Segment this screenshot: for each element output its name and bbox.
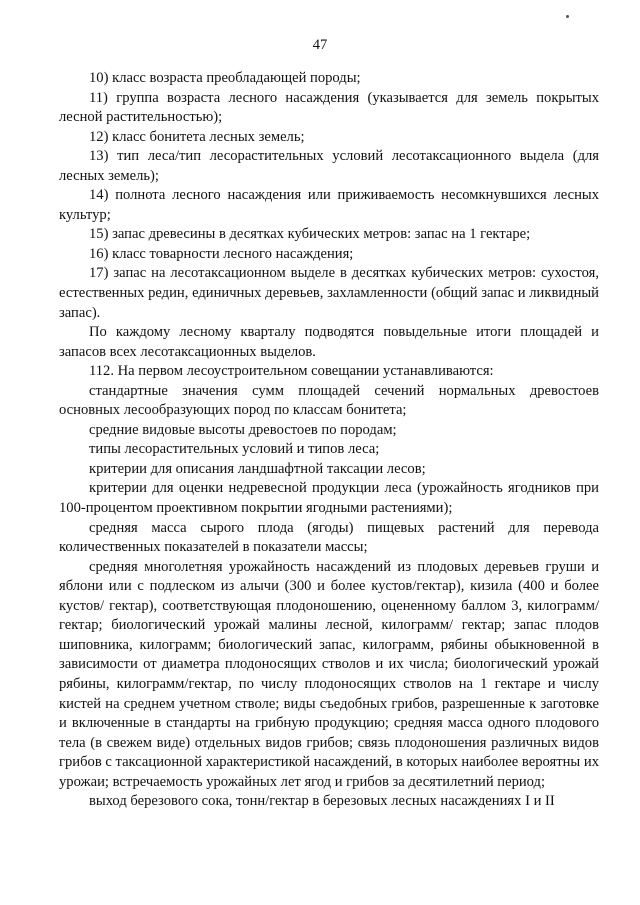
paragraph: средние видовые высоты древостоев по породам; <box>89 421 397 438</box>
paragraph: 12) класс бонитета лесных земель; <box>89 128 305 145</box>
paragraph: критерии для оценки недревесной продукции леса (урожайность ягодников при 100-процентом проективном покрытии ягодными растениями); <box>59 480 599 517</box>
paragraph: выход березового сока, тонн/гектар в березовых лесных насаждениях I и II <box>89 793 555 810</box>
paragraph: 17) запас на лесотаксационном выделе в десятках кубических метров: сухостоя, естественных редин, единичных деревьев, захламленности (общий запас и ликвидный запас). <box>59 265 599 321</box>
paragraph: 16) класс товарности лесного насаждения; <box>89 245 354 262</box>
scan-dot <box>566 15 569 18</box>
page-number: 47 <box>312 37 328 53</box>
paragraph: 14) полнота лесного насаждения или приживаемость несомкнувшихся лесных культур; <box>59 187 599 223</box>
paragraph: 13) тип леса/тип лесорастительных условий лесотаксационного выдела (для лесных земель); <box>59 148 599 184</box>
paragraph: средняя масса сырого плода (ягоды) пищевых растений для перевода количественных показателей в показатели массы; <box>59 519 599 556</box>
paragraph: По каждому лесному кварталу подводятся повыдельные итоги площадей и запасов всех лесотаксационных выделов. <box>59 324 599 360</box>
paragraph: 10) класс возраста преобладающей породы; <box>89 70 361 86</box>
paragraph: критерии для описания ландшафтной таксации лесов; <box>89 460 426 477</box>
paragraph: 112. На первом лесоустроительном совещании устанавливаются: <box>89 363 494 380</box>
paragraph: типы лесорастительных условий и типов леса; <box>89 441 380 458</box>
document-body <box>59 69 599 812</box>
paragraph: 11) группа возраста лесного насаждения (указывается для земель покрытых лесной растительностью); <box>59 89 599 126</box>
paragraph: стандартные значения сумм площадей сечений нормальных древостоев основных лесообразующих пород по классам бонитета; <box>59 382 599 419</box>
paragraph: 15) запас древесины в десятках кубических метров: запас на 1 гектаре; <box>89 226 531 243</box>
paragraph: средняя многолетняя урожайность насаждений из плодовых деревьев груши и яблони или с подлеском из алычи (300 и более кустов/гектар), кизила (400 и более кустов/ гектар), соответствующая плодоношению, оцененному баллом 3, килограмм/гектар; биологический урожай малины лесной, килограмм/ гектар; запас плодов шиповника, килограмм; биологический запас, килограмм, рябины обыкновенной в зависимости от диаметра плодоносящих стволов и их числа; биологический урожай рябины, килограмм/гектар, по числу плодоносящих стволов на 1 гектаре и числу кистей на среднем учетном стволе; виды съедобных грибов, разрешенные к заготовке и включенные в стандарты на грибную продукцию; средняя масса одного плодового тела (в свежем виде) отдельных видов грибов; связь плодоношения различных видов грибов с таксационной характеристикой насаждений, в которых наиболее вероятны их урожаи; встречаемость урожайных лет ягод и грибов за десятилетний период; <box>59 558 599 790</box>
